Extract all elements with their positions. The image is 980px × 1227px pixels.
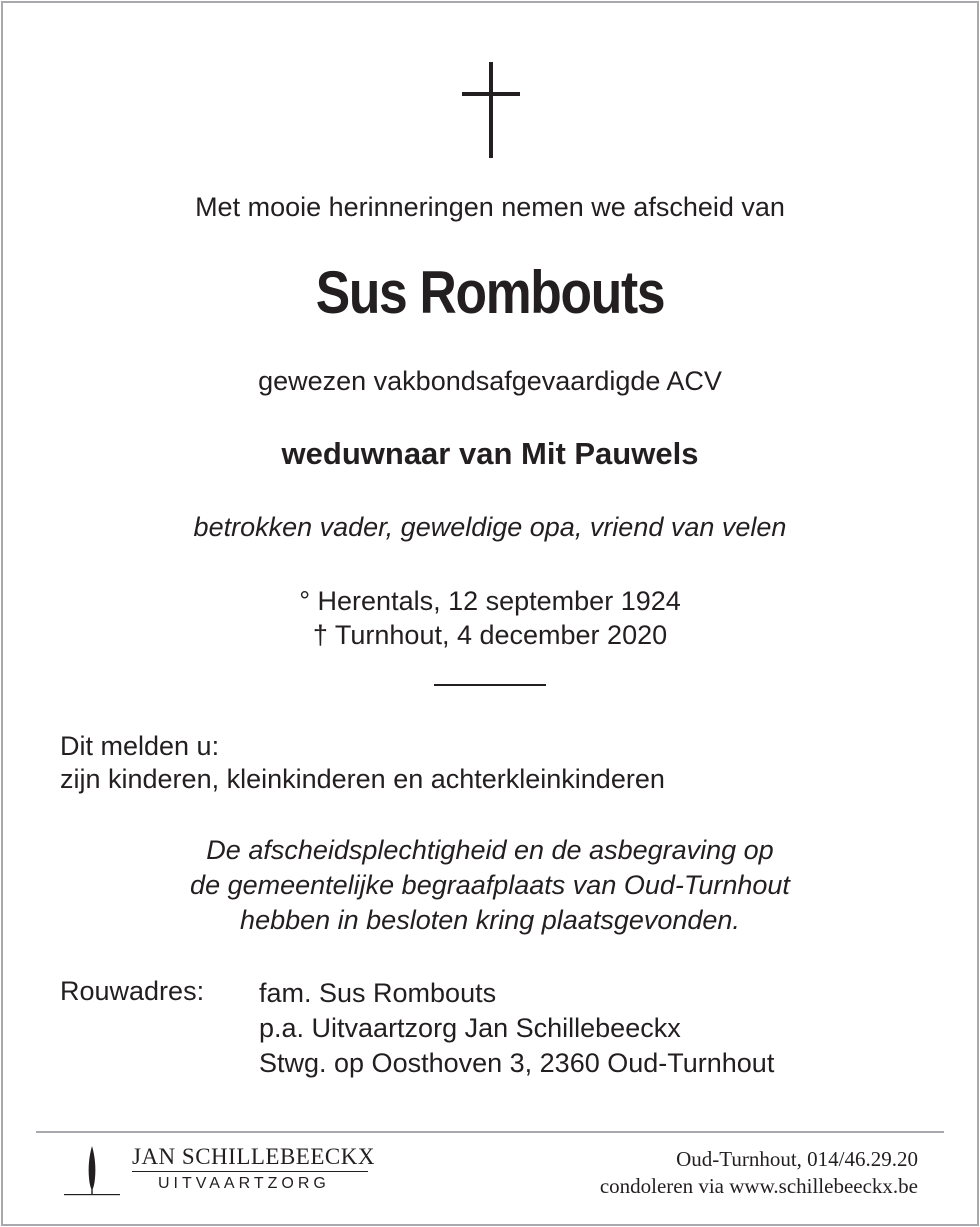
- mourning-address: [259, 976, 774, 1081]
- funeral-home-subtitle: UITVAARTZORG: [158, 1175, 330, 1192]
- deceased-name: Sus Rombouts: [315, 259, 665, 326]
- funeral-home-name: JAN SCHILLEBEECKX: [132, 1144, 375, 1169]
- ceremony-line: hebben in besloten kring plaatsgevonden.: [240, 905, 740, 935]
- birth-line: ° Herentals, 12 september 1924: [299, 586, 681, 616]
- former-role: gewezen vakbondsafgevaardigde ACV: [258, 366, 722, 396]
- intro-text: Met mooie herinneringen nemen we afscheid van: [195, 192, 785, 222]
- tagline: betrokken vader, geweldige opa, vriend van velen: [193, 512, 787, 542]
- ceremony-line: de gemeentelijke begraafplaats van Oud-Turnhout: [190, 870, 790, 900]
- ceremony-line: De afscheidsplechtigheid en de asbegraving op: [206, 835, 774, 865]
- logo-underline: [132, 1171, 368, 1172]
- announcement: Dit melden u:: [60, 731, 220, 761]
- contact-phone: Oud-Turnhout, 014/46.29.20: [676, 1147, 918, 1171]
- ceremony-text: [0, 833, 980, 938]
- relatives-line: zijn kinderen, kleinkinderen en achterkleinkinderen: [60, 764, 665, 794]
- address-line: fam. Sus Rombouts: [259, 978, 497, 1008]
- address-label: Rouwadres:: [60, 976, 205, 1006]
- cypress-tree-icon: [64, 1144, 120, 1196]
- spouse-line: weduwnaar van Mit Pauwels: [281, 436, 699, 471]
- footer-divider: [36, 1131, 944, 1133]
- address-line: Stwg. op Oosthoven 3, 2360 Oud-Turnhout: [259, 1048, 775, 1078]
- condolence-website: condoleren via www.schillebeeckx.be: [599, 1174, 918, 1198]
- death-line: † Turnhout, 4 december 2020: [312, 620, 668, 650]
- divider-line: [434, 684, 546, 686]
- address-line: p.a. Uitvaartzorg Jan Schillebeeckx: [259, 1013, 681, 1043]
- cross-icon: [462, 62, 520, 158]
